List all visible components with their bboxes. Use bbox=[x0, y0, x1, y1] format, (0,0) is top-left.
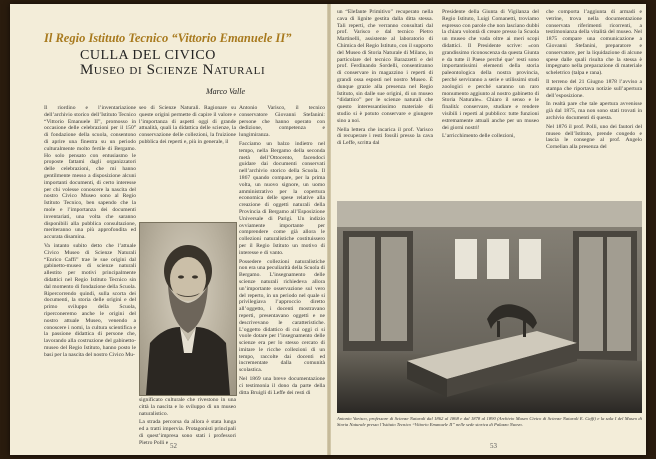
paragraph: Presidente della Giunta di Vigilanza del Regio Istituto, Luigi Comanetti, troviamo espresso con parole che non lasciano dubbi la chiara volontà di creare presso la Scuola un museo che vada oltre ai meri scopi didattici. Il Presidente scrive: «con grandissimo riconoscenza da questa Giunta e da tutte il Paese perché que’ resti sono importantissimi elementi della storia paleontologica della nostra provincia, perché serviranno a serie e utilissimi studi zoologici e perché saranno un raro monumento aggiunto al nostro gabinetto di Storia Naturale». Chiaro il senso e le finalità: conservare, studiare e rendere visibili i reperti al pubblico: tutte funzioni estremamente attuali anche per un museo dei giorni nostri! bbox=[442, 9, 539, 131]
article-author: Marco Valle bbox=[206, 87, 246, 96]
portrait-illustration bbox=[140, 223, 236, 395]
paragraph: Possedere collezioni naturalistiche non era una peculiarità della Scuola di Bergamo. L’insegnamento delle scienze naturali richiedeva allora un’importante osservazione sul vero del reperto, in un periodo nel quale si privilegiava l’approccio diretto all’oggetto, i docenti mostravano reperti, presentavano oggetti e ne descrivevano le caratteristiche. L’oggetto didattico di cui oggi ci si vuole dotare per l’insegnamento delle scienze era per lo stesso cercato di imitare le ricche collezioni di un tempo, raccolte dai docenti ed incrementate dalla comunità scolastica. bbox=[239, 258, 325, 374]
paragraph: In realtà pare che tale apertura avvenisse già dal 1875, ma non sono stati trovati in archivio documenti di questa. bbox=[546, 101, 642, 121]
article-eyebrow: Il Regio Istituto Tecnico “Vittorio Emanuele II” bbox=[44, 31, 292, 45]
article-title-line1: CULLA DEL CIVICO bbox=[80, 48, 216, 63]
paragraph: Va intanto subito detto che l’attuale Civico Museo di Scienze Naturali “Enrico Caffi” trae le sue origini dal gabinetto-museo di scienze naturali allestito per motivi principalmente didattici nel Regio Istituto Tecnico sin dal momento di fondazione della Scuola. Ripercorrendo quindi, sulla scorta dei documenti, la storia delle origini e del primo sviluppo della Scuola, riperconeremo anche le origini del nostro attuale Museo, venendo a conoscere i nomi, la cultura scientifica e la passione didattica di persone che, lavorando alla costruzione del gabinetto-museo del Regio Istituto, hanno posto le basi per la nascita del nostro Civico Mu- bbox=[44, 242, 136, 358]
paragraph: Il terreno del 21 Giugno 1878 l’avviso a stampa che riportava notizie sull’apertura dell’esposizione. bbox=[546, 78, 642, 99]
portrait-photo bbox=[139, 222, 237, 396]
paragraph: seo di Scienze Naturali. Ragionare su queste origini permette di capire il valore e l’importanza di aspetti oggi di grande attualità, quali la didattica delle scienze, la conservazione delle collezioni, la fruizione pubblica dei reperti e, più in generale, il bbox=[139, 105, 236, 145]
paragraph: che comporta l’aggiunta di armadi e vetrine, trova nella documentazione conservata riferimenti ricorrenti, a testimonianza della vitalità del museo. Nel 1875 compare una comunicazione a Giovanni Stefanini, preparatore e conservatore, per la liquidazione di alcune spese dalle quali risulta che la stessa è impegnato nella preparazione di materiale scheletrico (talpa e rana). bbox=[546, 9, 642, 77]
paragraph: L’arricchimento delle collezioni, bbox=[442, 133, 515, 140]
photo-caption: Antonio Varisco, professore di Scienze Naturali dal 1862 al 1868 e dal 1878 al 1890 (Archivio Museo Civico di Scienze Naturali E. Caffi) e la sala I del Museo di Storia Naturale presso l’Istituto Tecnico “Vittorio Emanuele II” nelle sede storica di Palazzo Nuovo. bbox=[337, 416, 642, 427]
paragraph: Nel 1869 una breve documentazione ci testimonia il dono da parte della ditta Bruigli di Leffe dei resti di bbox=[239, 376, 325, 396]
text-column-3 bbox=[239, 105, 325, 442]
text-column-2 bbox=[139, 105, 236, 217]
paragraph: La strada percorsa da allora è stata lunga ed a tratti impervia. Protagonisti principali di quest’impresa sono stati i professori Pietro Polli e bbox=[139, 419, 236, 446]
text-column-5 bbox=[442, 9, 539, 194]
page-gutter bbox=[327, 4, 331, 455]
text-column-6 bbox=[546, 9, 642, 194]
page-number-left: 52 bbox=[170, 442, 177, 450]
museum-hall-photo bbox=[337, 201, 642, 413]
museum-hall-illustration bbox=[337, 201, 642, 413]
paragraph: Facciamo un balzo indietro nel tempo, nella Bergamo della seconda metà dell’Ottocento, facendoci guidare dai documenti conservati nell’archivio storico della Scuola. Il 1867 quando compare, per la prima volta, un nuovo signore, un uomo amministrativo per la copertura economica delle spese relative alla creazione di oggetti naturali della Provincia di Bergamo all’Esposizione Universale di Parigi. Un indizio ovviamente importante per comprendere come già allora le collezioni naturalistiche costituissero per il Regio Istituto un motivo di interesse e di vanto. bbox=[239, 140, 325, 256]
text-column-4 bbox=[337, 9, 433, 194]
magazine-spread bbox=[10, 4, 646, 455]
paragraph: significato culturale che rivestono in una città la nascita e lo sviluppo di un museo naturalistico. bbox=[139, 397, 236, 417]
paragraph: Il riordino e l’inventariazione dell’archivio storico dell’Istituto Tecnico “Vittorio Emanuele II”, promosso in occasione delle celebrazioni per il 150° di fondazione della scuola, consentono di aprire una finestra su un periodo culturalmente molto fertile di Bergamo. Ho solo pensato con entusiasmo le proposte fattami dagli organizzatori delle celebrazioni, che mi hanno gentilmente messo a disposizione alcuni importanti documenti, di certo interesse per chi volesse conoscere la nascita del nostro Civico Museo sono al Regio Istituto Tecnico, ben sapendo che la mole e l’importanza dei documenti inventariati, una volta che saranno disponibili alla pubblica consultazione, meriteranno una più approfondita ed accurata disamina. bbox=[44, 105, 136, 241]
text-column-1 bbox=[44, 105, 136, 442]
paragraph: Nel 1876 il prof. Polli, uno dei fautori del museo dell’Istituto, prende congedo e lascia le consegne al prof. Angelo Cornelian alla presenza del bbox=[546, 123, 642, 151]
article-title-line2: Museo di Scienze Naturali bbox=[80, 62, 266, 78]
paragraph: Nella lettera che incarica il prof. Varisco di recuperare i resti fossili presso la cava di Leffe, scritta dal bbox=[337, 126, 433, 147]
paragraph: un “Elefante Primitivo” recuperato nella cava di lignite gestita dalla ditta stessa. Tali reperti, che verranno consultati dal prof. Varisco e dal tecnico Pietro Martinelli, assistente al laboratorio di Chimica del Regio Istituto, con il supporto del Museo di Storia Naturale di Milano, in particolare del tecnico Barazzetti e del prof. Ferdinando Sordelli, consentiranno di conservare in magazzino i reperti di grandi ossa esposti nel nostro Museo. È dunque grazie alla presenza nel Regio Istituto, sin dalle sue origini, di un museo “didattico” per le scienze naturali che questo interessantissimo materiale di studio si è potuto conservare e giungere sino a noi. bbox=[337, 9, 433, 124]
page-number-right: 53 bbox=[490, 442, 497, 450]
paragraph: Antonio Varisco, il tecnico conservatore Giovanni Stefanini: persone che hanno operato con dedizione, competenza e lungimiranza. bbox=[239, 105, 325, 139]
